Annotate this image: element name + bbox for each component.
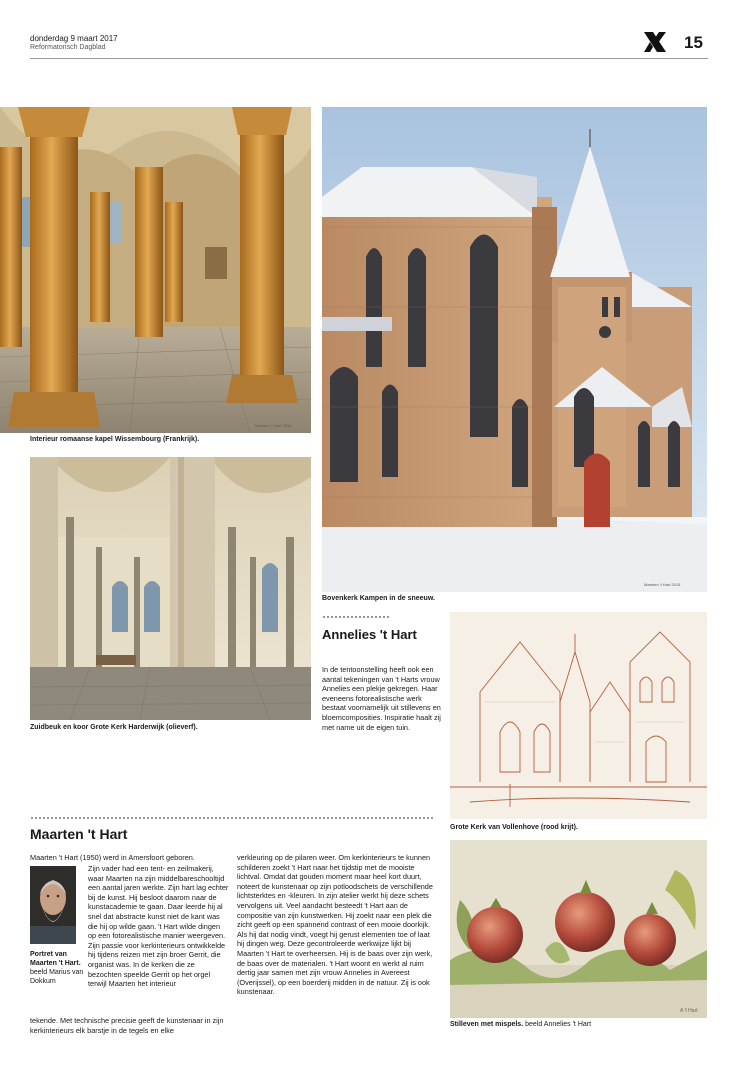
mispels-signature: A 't Hart [680, 1008, 698, 1014]
wissembourg-caption: Interieur romaanse kapel Wissembourg (Frankrijk). [30, 436, 200, 443]
vollenhove-caption: Grote Kerk van Vollenhove (rood krijt). [450, 824, 578, 831]
kampen-signature: Maarten 't Hart 2015 [644, 582, 681, 587]
mispels-caption-title: Stilleven met mispels. [450, 1021, 524, 1028]
annelies-dotted-rule [322, 615, 390, 619]
kampen-painting [322, 107, 707, 592]
x-logo-icon [642, 30, 668, 54]
portrait-caption-title: Portret van Maarten 't Hart. [30, 951, 81, 967]
maarten-col1-bottom: tekende. Met technische precisie geeft de kunstenaar in zijn kerkinterieurs elk barstje in de tegels en elke [30, 1016, 224, 1035]
annelies-text: In de tentoonstelling heeft ook een aantal tekeningen van 't Harts vrouw Annelies een plekje gekregen. Haar eveneens fotorealistische werk bestaat voornamelijk uit stillevens en bloemcomposities. Inspiratie haalt zij met name uit de eigen tuin. [322, 665, 441, 732]
maarten-dotted-rule [30, 816, 433, 820]
mispels-credit: beeld Annelies 't Hart [525, 1021, 592, 1028]
wissembourg-painting [0, 107, 311, 433]
mispels-caption [450, 1021, 707, 1028]
header-rule [30, 58, 708, 59]
kampen-caption: Bovenkerk Kampen in de sneeuw. [322, 595, 435, 602]
harderwijk-caption: Zuidbeuk en koor Grote Kerk Harderwijk (olieverf). [30, 724, 198, 731]
page-number: 15 [684, 33, 703, 52]
annelies-heading: Annelies 't Hart [322, 627, 417, 642]
header-paper-name: Reformatorisch Dagblad [30, 44, 106, 51]
portrait-caption [30, 950, 84, 986]
vollenhove-drawing [450, 612, 707, 819]
mispels-painting [450, 840, 707, 1018]
harderwijk-painting [30, 457, 311, 720]
header-date: donderdag 9 maart 2017 [30, 34, 118, 43]
maarten-col1-text: Zijn vader had een tent- en zeilmakerij, waar Maarten na zijn middelbareschooltijd een aantal jaren werkte. Zijn hart lag echter bij de kunst. Hij besloot daarom naar de kunstacademie te gaan. Daar leerde hij al snel dat abstracte kunst niet de kant was die hij op wilde gaan. 't Hart wilde dingen op een fotorealistische manier weergeven. Zijn passie voor kerkinterieurs ontwikkelde hij tijdens reizen met zijn broer Gerrit, die organist was. In de kerken die ze bezochten speelde Gerrit op het orgel terwijl Maarten het interieur [88, 864, 229, 989]
portrait-credit: beeld Marius van Dokkum [30, 969, 84, 985]
maarten-heading: Maarten 't Hart [30, 826, 128, 842]
maarten-portrait [30, 866, 76, 944]
maarten-col1-first-line: Maarten 't Hart (1950) werd in Amersfoort geboren. [30, 853, 195, 862]
wissembourg-signature: Maarten 't Hart 2015 [255, 423, 292, 428]
maarten-col2-text: verkleuring op de pilaren weer. Om kerkinterieurs te kunnen schilderen zoekt 't Hart naar het tijdstip met de mooiste lichtval. Omdat dat gouden moment maar heel kort duurt, noteert de kunstenaar op zijn potloodschets de verschillende lichtsterktes en -kleuren. In zijn atelier werkt hij deze schets vervolgens uit. Veel aandacht besteedt 't Hart aan de compositie van zijn kunstwerken. Hij zoekt naar een plek die zicht geeft op een spannend contrast of een mooie doorkijk. Als hij dat nodig vindt, voegt hij gerust elementen toe of laat hij dingen weg. Deze gecontroleerde werkwijze lijkt bij Maarten 't Hart te overheersen. Hij is de baas over zijn werk, de baas over de materialen. 't Hart woont en werkt al ruim dertig jaar samen met zijn vrouw Annelies in Avereest (Overijssel), op een boerderij midden in de natuur. Zij is ook kunstenaar. [237, 853, 433, 997]
